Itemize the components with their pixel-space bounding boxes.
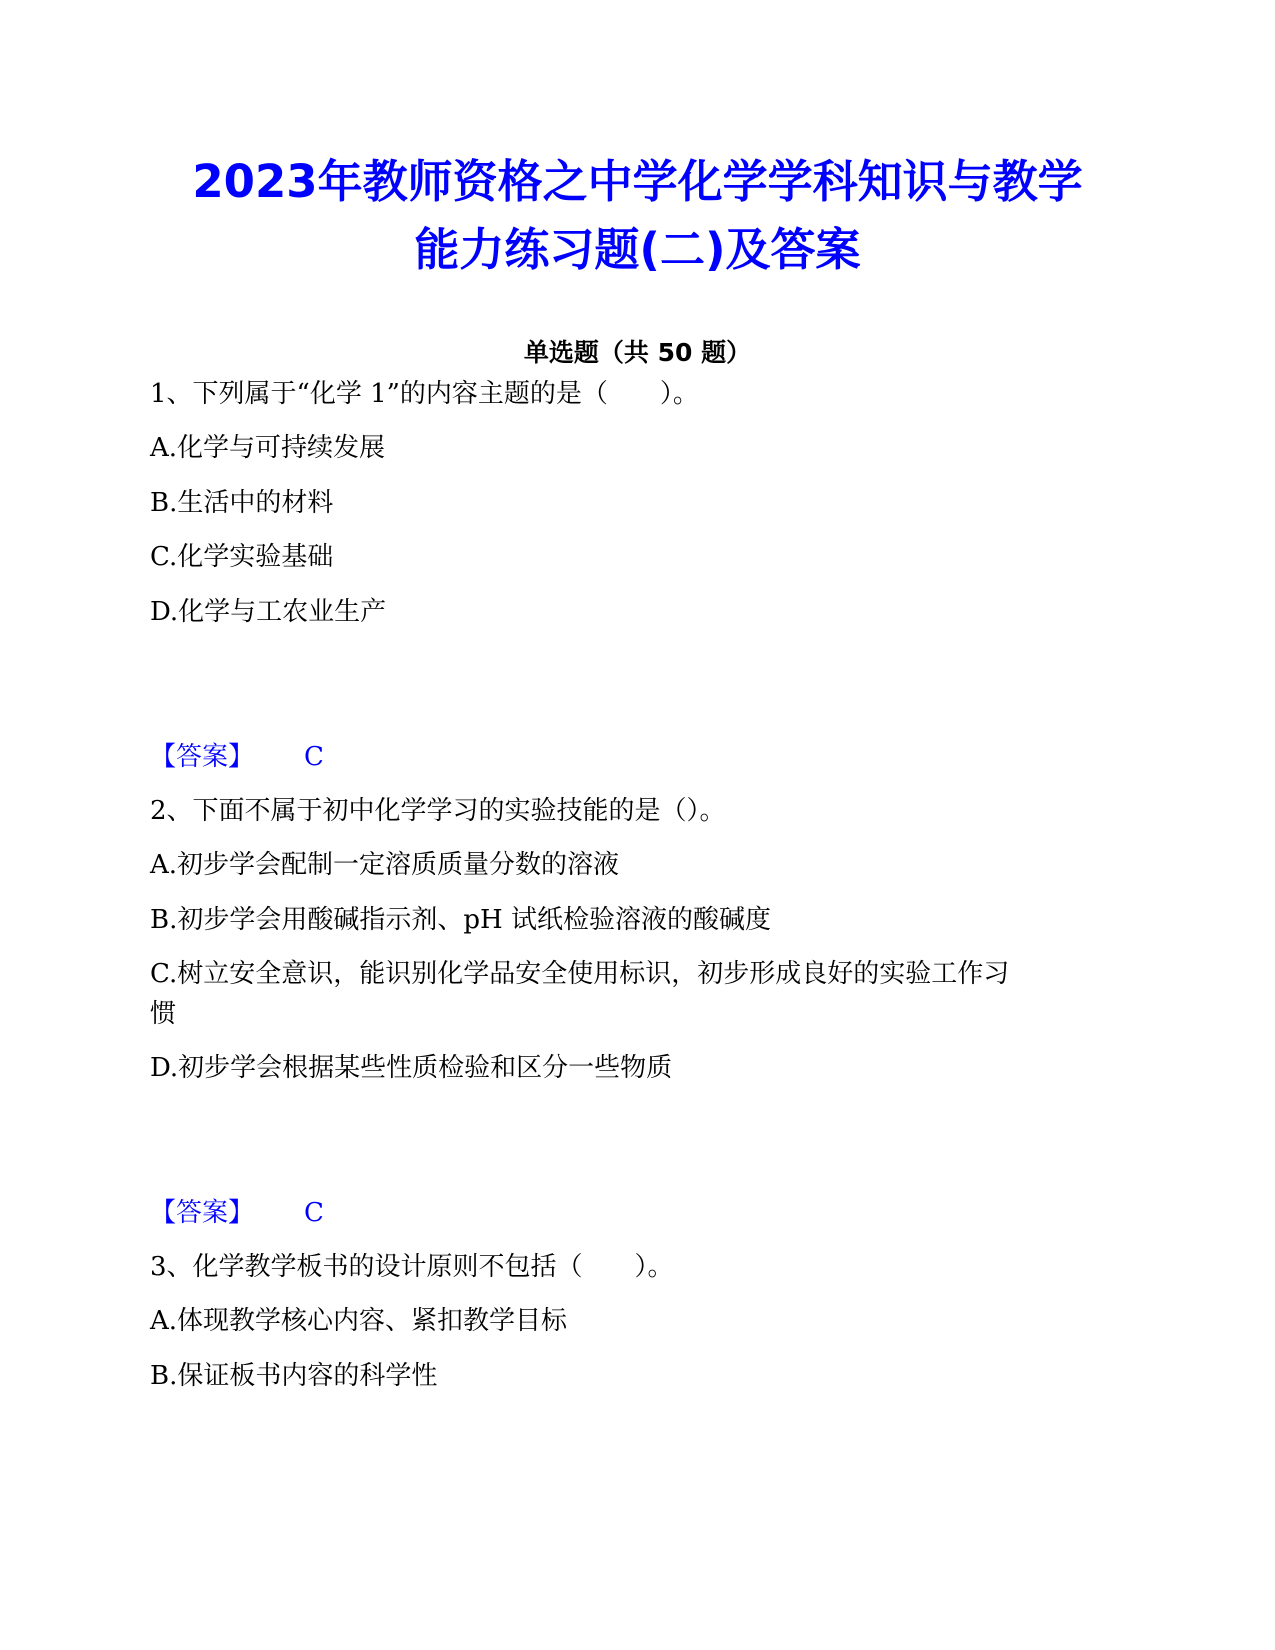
question-3-stem: 3、化学教学板书的设计原则不包括（ ）。 — [150, 1252, 674, 1282]
question-1-option-d: D.化学与工农业生产 — [150, 597, 387, 627]
question-1-option-a: A.化学与可持续发展 — [150, 433, 386, 463]
question-1-stem: 1、下列属于“化学 1”的内容主题的是（ ）。 — [150, 379, 699, 409]
question-2-option-c-continued: 惯 — [150, 999, 177, 1029]
question-2-option-b: B.初步学会用酸碱指示剂、pH 试纸检验溶液的酸碱度 — [150, 905, 771, 935]
section-heading: 单选题（共 50 题） — [523, 338, 752, 367]
question-2-option-c: C.树立安全意识，能识别化学品安全使用标识，初步形成良好的实验工作习 — [150, 959, 1010, 989]
question-1-option-c: C.化学实验基础 — [150, 542, 334, 572]
question-2-option-d: D.初步学会根据某些性质检验和区分一些物质 — [150, 1053, 673, 1083]
question-2-option-a: A.初步学会配制一定溶质质量分数的溶液 — [150, 850, 620, 880]
question-1-option-b: B.生活中的材料 — [150, 488, 334, 518]
answer-value: C — [304, 1198, 324, 1228]
answer-value: C — [304, 742, 324, 772]
question-1-answer — [150, 737, 324, 777]
question-3-option-a: A.体现教学核心内容、紧扣教学目标 — [150, 1306, 568, 1336]
question-2-answer — [150, 1193, 324, 1233]
answer-label: 【答案】 — [150, 1198, 255, 1228]
document-title-line-2: 能力练习题(二)及答案 — [414, 223, 861, 276]
document-title-line-1: 2023年教师资格之中学化学学科知识与教学 — [192, 155, 1083, 208]
answer-label: 【答案】 — [150, 742, 255, 772]
question-2-stem: 2、下面不属于初中化学学习的实验技能的是（）。 — [150, 796, 726, 826]
question-3-option-b: B.保证板书内容的科学性 — [150, 1361, 438, 1391]
